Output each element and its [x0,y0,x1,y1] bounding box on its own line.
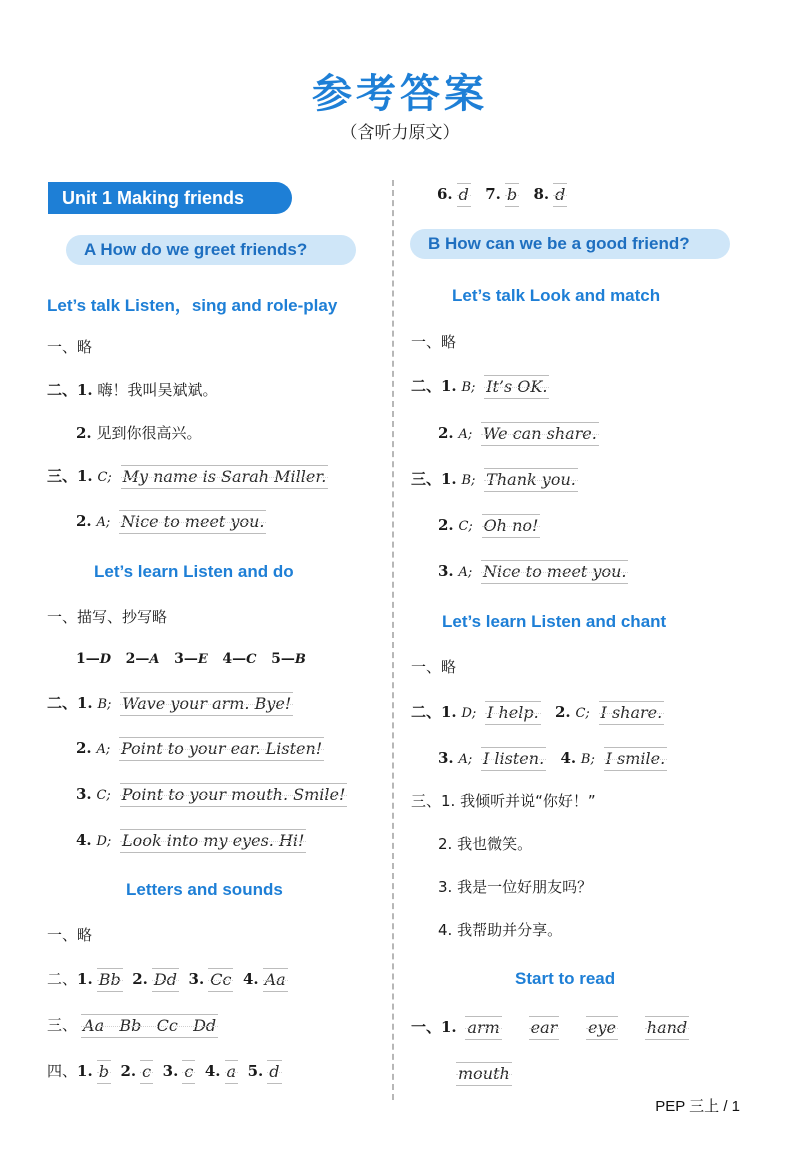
answer-line: 一、略 [47,926,93,944]
question-number: 2. [76,739,92,757]
question-number: 2. [438,516,454,534]
question-number: 3. [188,970,205,988]
match-answers: 1—D 2—A 3—E 4—C 5—B [76,651,306,667]
lets-learn-heading-b: Let’s learn Listen and chant [442,612,667,631]
handwritten-answer: Wave your arm. Bye! [120,692,293,716]
handwritten-answer: arm [465,1016,501,1040]
section-label: 三、 [47,1016,78,1034]
handwritten-answer: hand [645,1016,689,1040]
handwritten-answer: d [553,183,567,207]
answer-line: 三、1. 我倾听并说“你好！” [411,792,596,810]
answer-line [76,735,324,761]
answer-line [76,827,306,853]
handwritten-answer: b [97,1060,111,1084]
match-number: 1 [76,651,86,667]
question-number: 4. [76,831,92,849]
part-b-banner: B How can we be a good friend? [410,229,730,259]
answer-letter: A; [458,427,473,442]
page-title: 参考答案 [312,71,488,117]
handwritten-answer: mouth [456,1062,512,1086]
page-subtitle: （含听力原文） [340,123,460,143]
question-number: 3. [438,562,454,580]
answer-line [438,420,599,446]
handwritten-answer: Bb [97,968,123,992]
handwritten-answer: c [182,1060,195,1084]
question-number: 2. [76,424,92,442]
answer-letter: C; [575,706,590,721]
column-divider [392,180,394,1100]
answer-line: 一、略 [47,338,93,356]
answer-line: 2. 我也微笑。 [438,835,533,853]
answer-line [438,512,540,538]
handwritten-answer: eye [586,1016,618,1040]
answer-line: 3. 我是一位好朋友吗？ [438,878,593,896]
handwritten-answer: Point to your ear. Listen! [119,737,324,761]
question-number: 一、1. [411,1018,457,1036]
answer-line [47,1058,282,1084]
question-number: 二、1. [47,694,93,712]
handwritten-answer: ear [529,1016,560,1040]
question-number: 3. [162,1062,179,1080]
question-number: 二、1. [411,377,457,395]
answer-line [411,373,549,399]
lets-talk-heading-b: Let’s talk Look and match [452,286,661,305]
handwritten-answer: Aa [263,968,288,992]
handwritten-answer: Thank you. [484,468,578,492]
handwritten-answer: Dd [152,968,179,992]
lets-learn-heading-a: Let’s learn Listen and do [94,562,294,581]
answer-line: 4. 我帮助并分享。 [438,921,563,939]
page-footer: PEP 三上 / 1 [655,1098,740,1115]
answer-line [452,1060,512,1086]
section-label: 四、 [47,1062,78,1080]
answer-letter: D; [96,834,112,849]
answer-line: 一、略 [411,333,457,351]
answer-letter: C; [96,788,111,803]
handwritten-answer: d [267,1060,281,1084]
question-number: 5. [247,1062,264,1080]
answer-letter: B; [461,380,476,395]
answer-letter: B; [580,752,595,767]
handwritten-answer: My name is Sarah Miller. [121,465,329,489]
answer-line [47,966,288,992]
answer-text: 嗨！我叫吴斌斌。 [97,381,218,399]
handwritten-answer: Look into my eyes. Hi! [120,829,306,853]
match-letter: B [294,652,306,667]
match-number: 5 [271,651,281,667]
handwritten-answer: Nice to meet you. [119,510,266,534]
handwritten-answer: c [140,1060,153,1084]
question-number: 2. [132,970,148,988]
answer-line [411,466,578,492]
question-number: 4. [242,970,259,988]
question-number: 二、1. [47,381,93,399]
question-number: 2. [76,512,92,530]
match-number: 4 [222,651,233,667]
handwritten-answer: d [457,183,471,207]
question-number: 4. [204,1062,221,1080]
handwritten-answer: Cc [208,968,233,992]
handwritten-answer: I smile. [604,747,668,771]
answer-line [47,690,293,716]
handwritten-answer: I help. [485,701,541,725]
answer-line [437,181,567,207]
start-to-read-heading: Start to read [515,969,616,988]
question-number: 3. [76,785,92,803]
handwritten-answer: Oh no! [482,514,541,538]
question-number: 三、1. [411,470,457,488]
handwritten-answer: Nice to meet you. [481,560,628,584]
lets-talk-heading-a: Let’s talk Listen，sing and role-play [47,296,338,315]
answer-line: 一、略 [411,658,457,676]
answer-letter: B; [461,473,476,488]
answer-line: 一、描写、抄写略 [47,608,168,626]
answer-letter: C; [97,470,112,485]
answer-letter: B; [97,697,112,712]
question-number: 2. [120,1062,137,1080]
answer-line [438,745,667,771]
handwritten-answer: b [505,183,519,207]
handwritten-answer: Aa Bb Cc Dd [81,1014,218,1038]
handwritten-answer: I share. [599,701,665,725]
answer-line [411,699,664,725]
answer-line [76,781,347,807]
question-number: 8. [533,185,550,203]
answer-letter: C; [458,519,473,534]
answer-line [47,1012,218,1038]
answer-line [76,508,266,534]
handwritten-answer: I listen. [481,747,546,771]
answer-line [438,558,628,584]
unit-banner: Unit 1 Making friends [48,182,292,214]
match-letter: E [197,652,208,667]
answer-letter: A; [96,742,111,757]
handwritten-answer: We can share. [481,422,599,446]
answer-line [411,1014,689,1040]
answer-line [47,463,328,489]
part-a-banner: A How do we greet friends? [66,235,356,265]
handwritten-answer: Point to your mouth. Smile! [120,783,348,807]
question-number: 1. [77,970,93,988]
section-label: 二、 [47,970,78,988]
answer-line [76,420,201,446]
question-number: 1. [77,1062,93,1080]
answer-text: 见到你很高兴。 [96,424,202,442]
question-number: 4. [560,749,577,767]
answer-letter: A; [458,752,473,767]
question-number: 6. [437,185,453,203]
answer-letter: A; [96,515,111,530]
answer-line [47,377,217,403]
match-letter: C [246,652,257,667]
match-letter: A [149,652,160,667]
question-number: 二、1. [411,703,457,721]
match-letter: D [99,652,112,667]
answer-letter: D; [461,706,477,721]
question-number: 7. [485,185,501,203]
letters-and-sounds-heading: Letters and sounds [126,880,283,899]
question-number: 3. [438,749,454,767]
answer-letter: A; [458,565,473,580]
question-number: 2. [554,703,571,721]
match-number: 2 [125,651,136,667]
question-number: 三、1. [47,467,93,485]
question-number: 2. [438,424,454,442]
handwritten-answer: It’s OK. [484,375,549,399]
match-number: 3 [174,651,184,667]
handwritten-answer: a [225,1060,239,1084]
